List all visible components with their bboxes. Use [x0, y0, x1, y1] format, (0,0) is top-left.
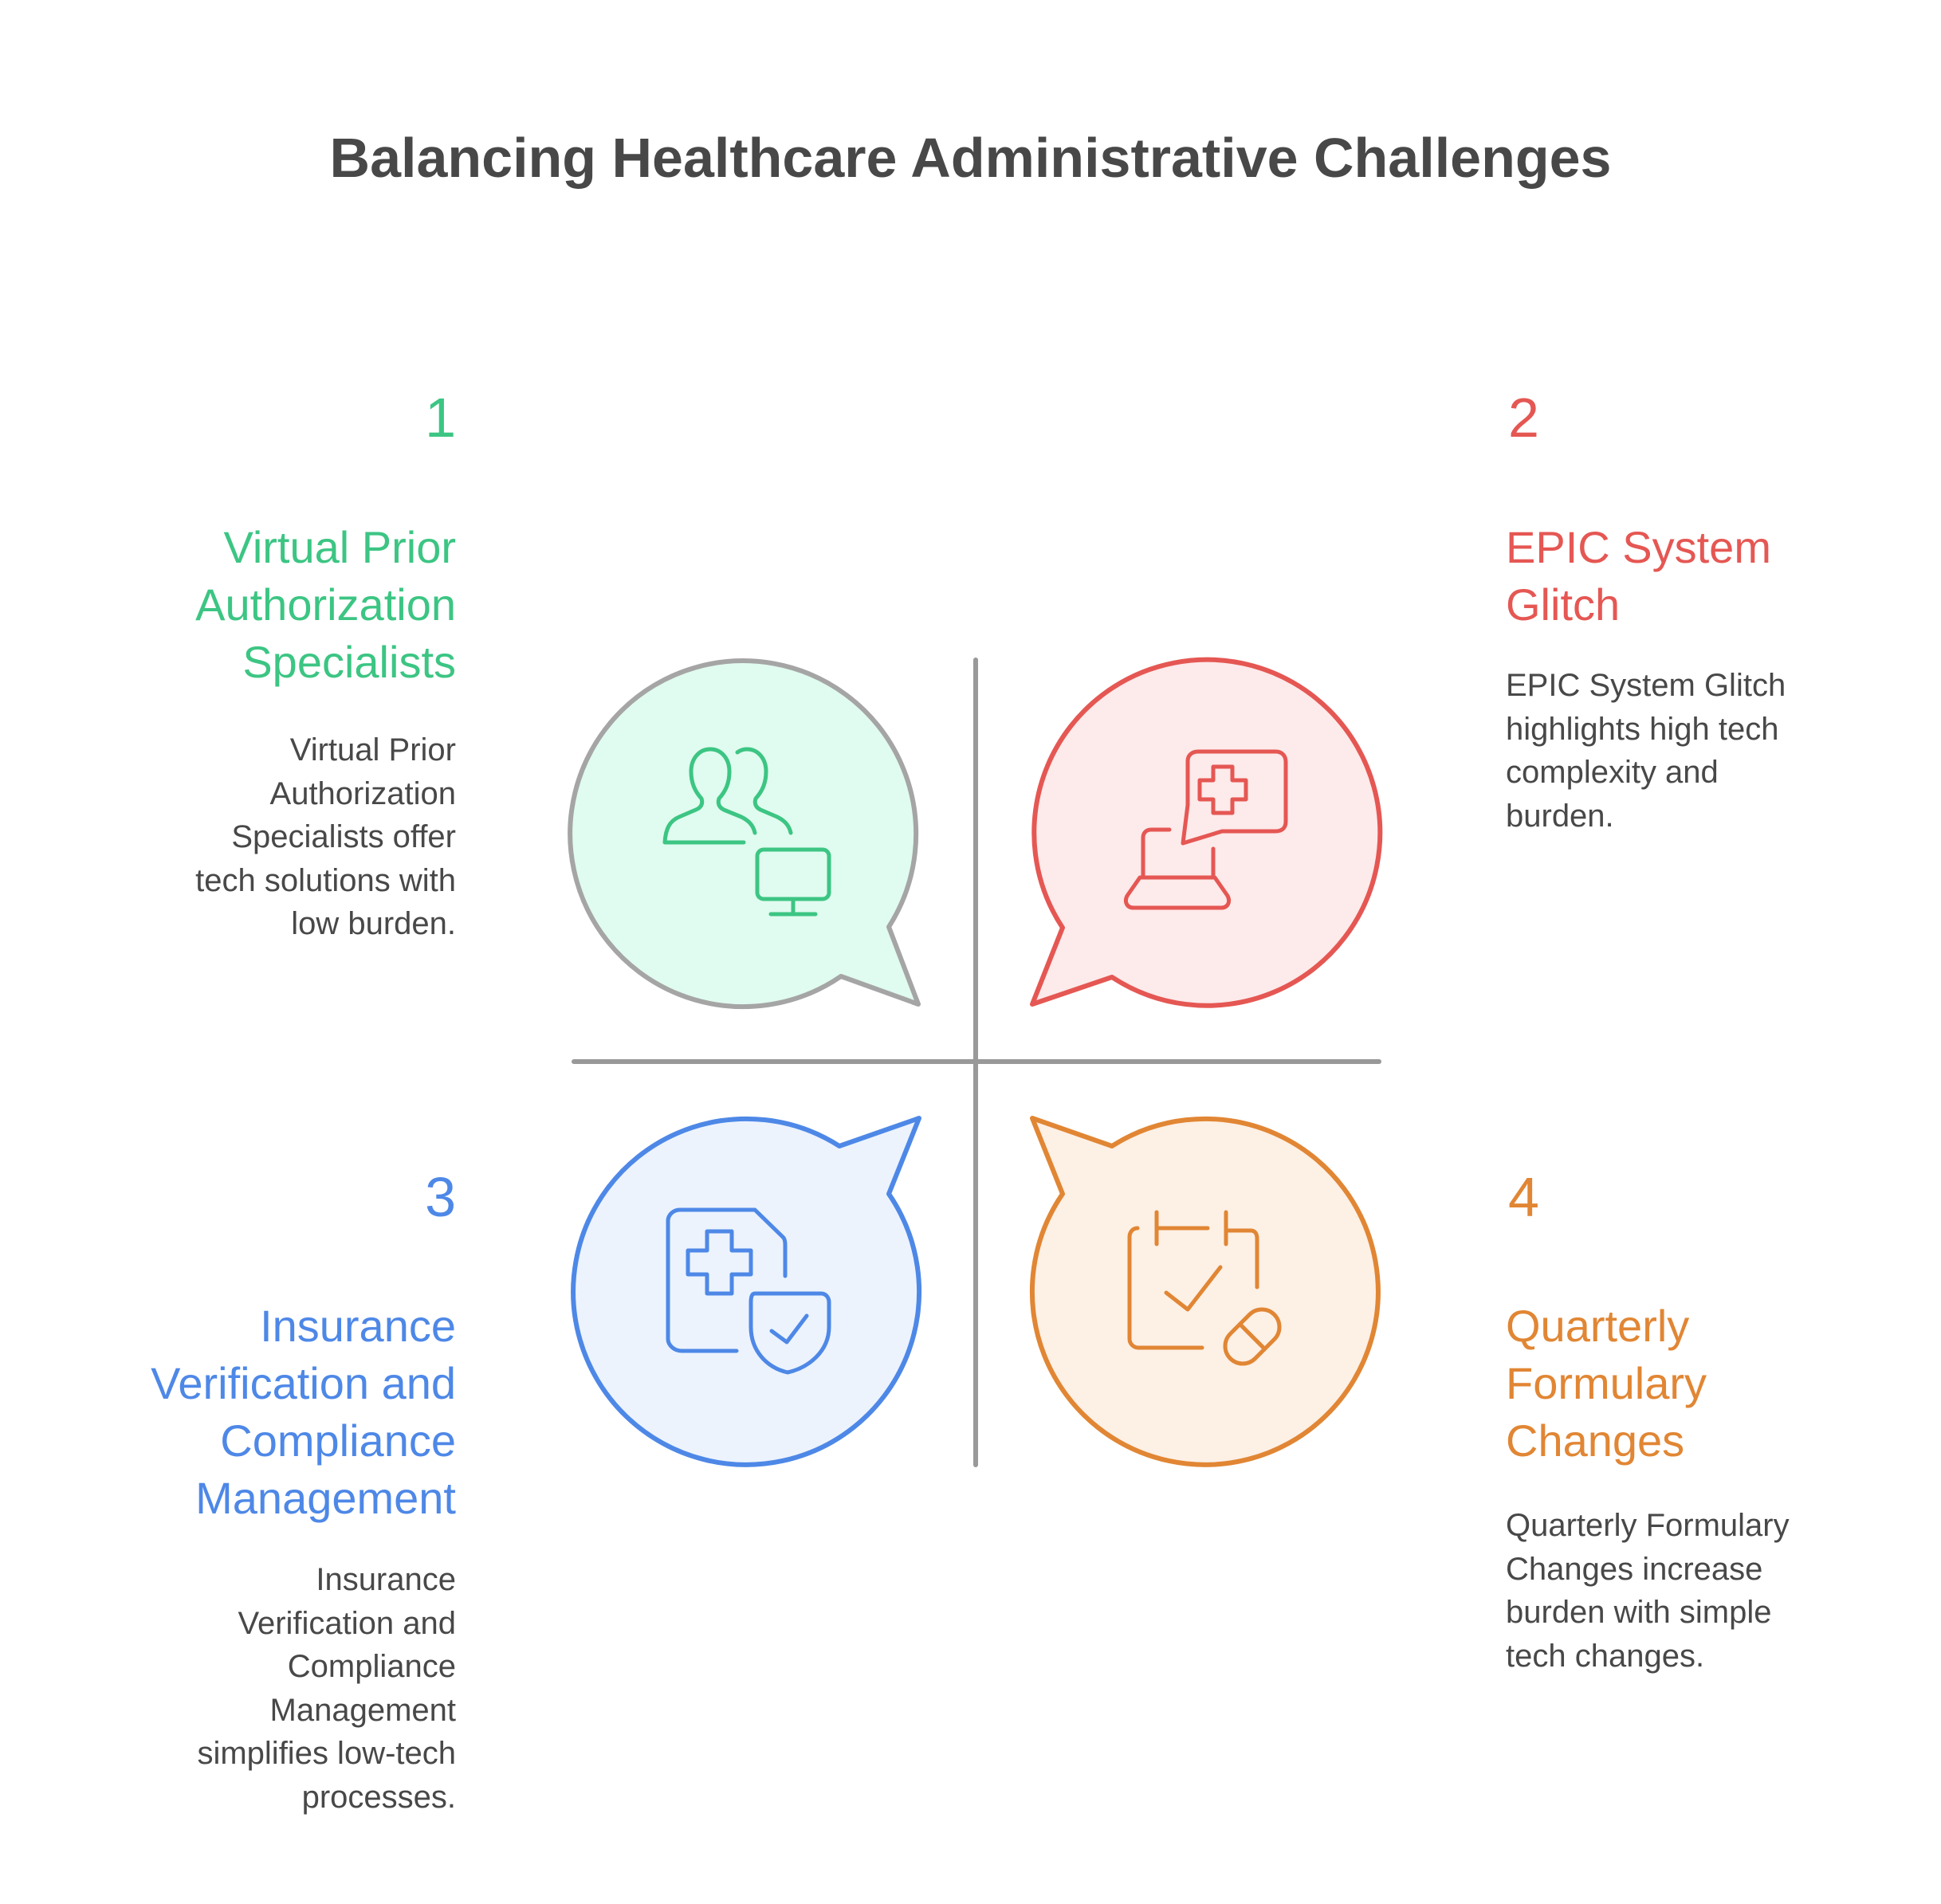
bubble-4 — [1032, 1118, 1378, 1465]
body-line: complexity and — [1506, 755, 1719, 790]
page-title: Balancing Healthcare Administrative Challenges — [329, 127, 1612, 189]
heading-line: Verification and — [151, 1358, 456, 1408]
body-line: Virtual Prior — [289, 732, 456, 767]
body-line: Quarterly Formulary — [1506, 1508, 1790, 1543]
quadrant-3-heading — [89, 1297, 456, 1527]
body-line: burden. — [1506, 798, 1614, 834]
quadrant-3-number: 3 — [425, 1166, 456, 1228]
body-line: Specialists offer — [231, 819, 456, 854]
quadrant-1-description — [89, 728, 456, 946]
quadrant-1-heading — [89, 519, 456, 691]
body-line: burden with simple — [1506, 1595, 1772, 1630]
body-line: Verification and — [238, 1605, 456, 1641]
heading-line: Insurance — [260, 1301, 456, 1351]
body-line: simplifies low-tech — [197, 1736, 456, 1771]
quadrant-4-description — [1506, 1504, 1857, 1678]
bubble-3 — [573, 1118, 919, 1465]
body-line: processes. — [301, 1779, 456, 1815]
quadrant-2-description — [1506, 664, 1857, 838]
body-line: highlights high tech — [1506, 711, 1779, 747]
body-line: Authorization — [269, 775, 456, 811]
quadrant-2-number: 2 — [1508, 387, 1539, 449]
bubble-1 — [570, 661, 918, 1007]
heading-line: Quarterly — [1506, 1301, 1690, 1351]
body-line: tech changes. — [1506, 1638, 1705, 1674]
body-line: tech solutions with — [195, 862, 456, 898]
heading-line: EPIC System — [1506, 522, 1771, 572]
body-line: Management — [269, 1692, 456, 1728]
body-line: Compliance — [287, 1649, 456, 1684]
heading-line: Specialists — [242, 637, 456, 687]
quadrant-3-description — [89, 1558, 456, 1819]
bubble-2 — [1032, 660, 1380, 1006]
body-line: Changes increase — [1506, 1551, 1763, 1587]
heading-line: Glitch — [1506, 579, 1621, 630]
heading-line: Authorization — [195, 579, 456, 630]
quadrant-1-number: 1 — [425, 387, 456, 449]
heading-line: Formulary — [1506, 1358, 1707, 1408]
quadrant-2-heading — [1506, 519, 1857, 634]
quadrant-4-number: 4 — [1508, 1166, 1539, 1228]
quadrant-4-heading — [1506, 1297, 1857, 1470]
body-line: Insurance — [316, 1562, 456, 1597]
heading-line: Management — [195, 1473, 456, 1523]
heading-line: Changes — [1506, 1415, 1685, 1466]
body-line: low burden. — [291, 906, 456, 941]
heading-line: Compliance — [220, 1415, 456, 1466]
heading-line: Virtual Prior — [223, 522, 456, 572]
body-line: EPIC System Glitch — [1506, 668, 1786, 703]
